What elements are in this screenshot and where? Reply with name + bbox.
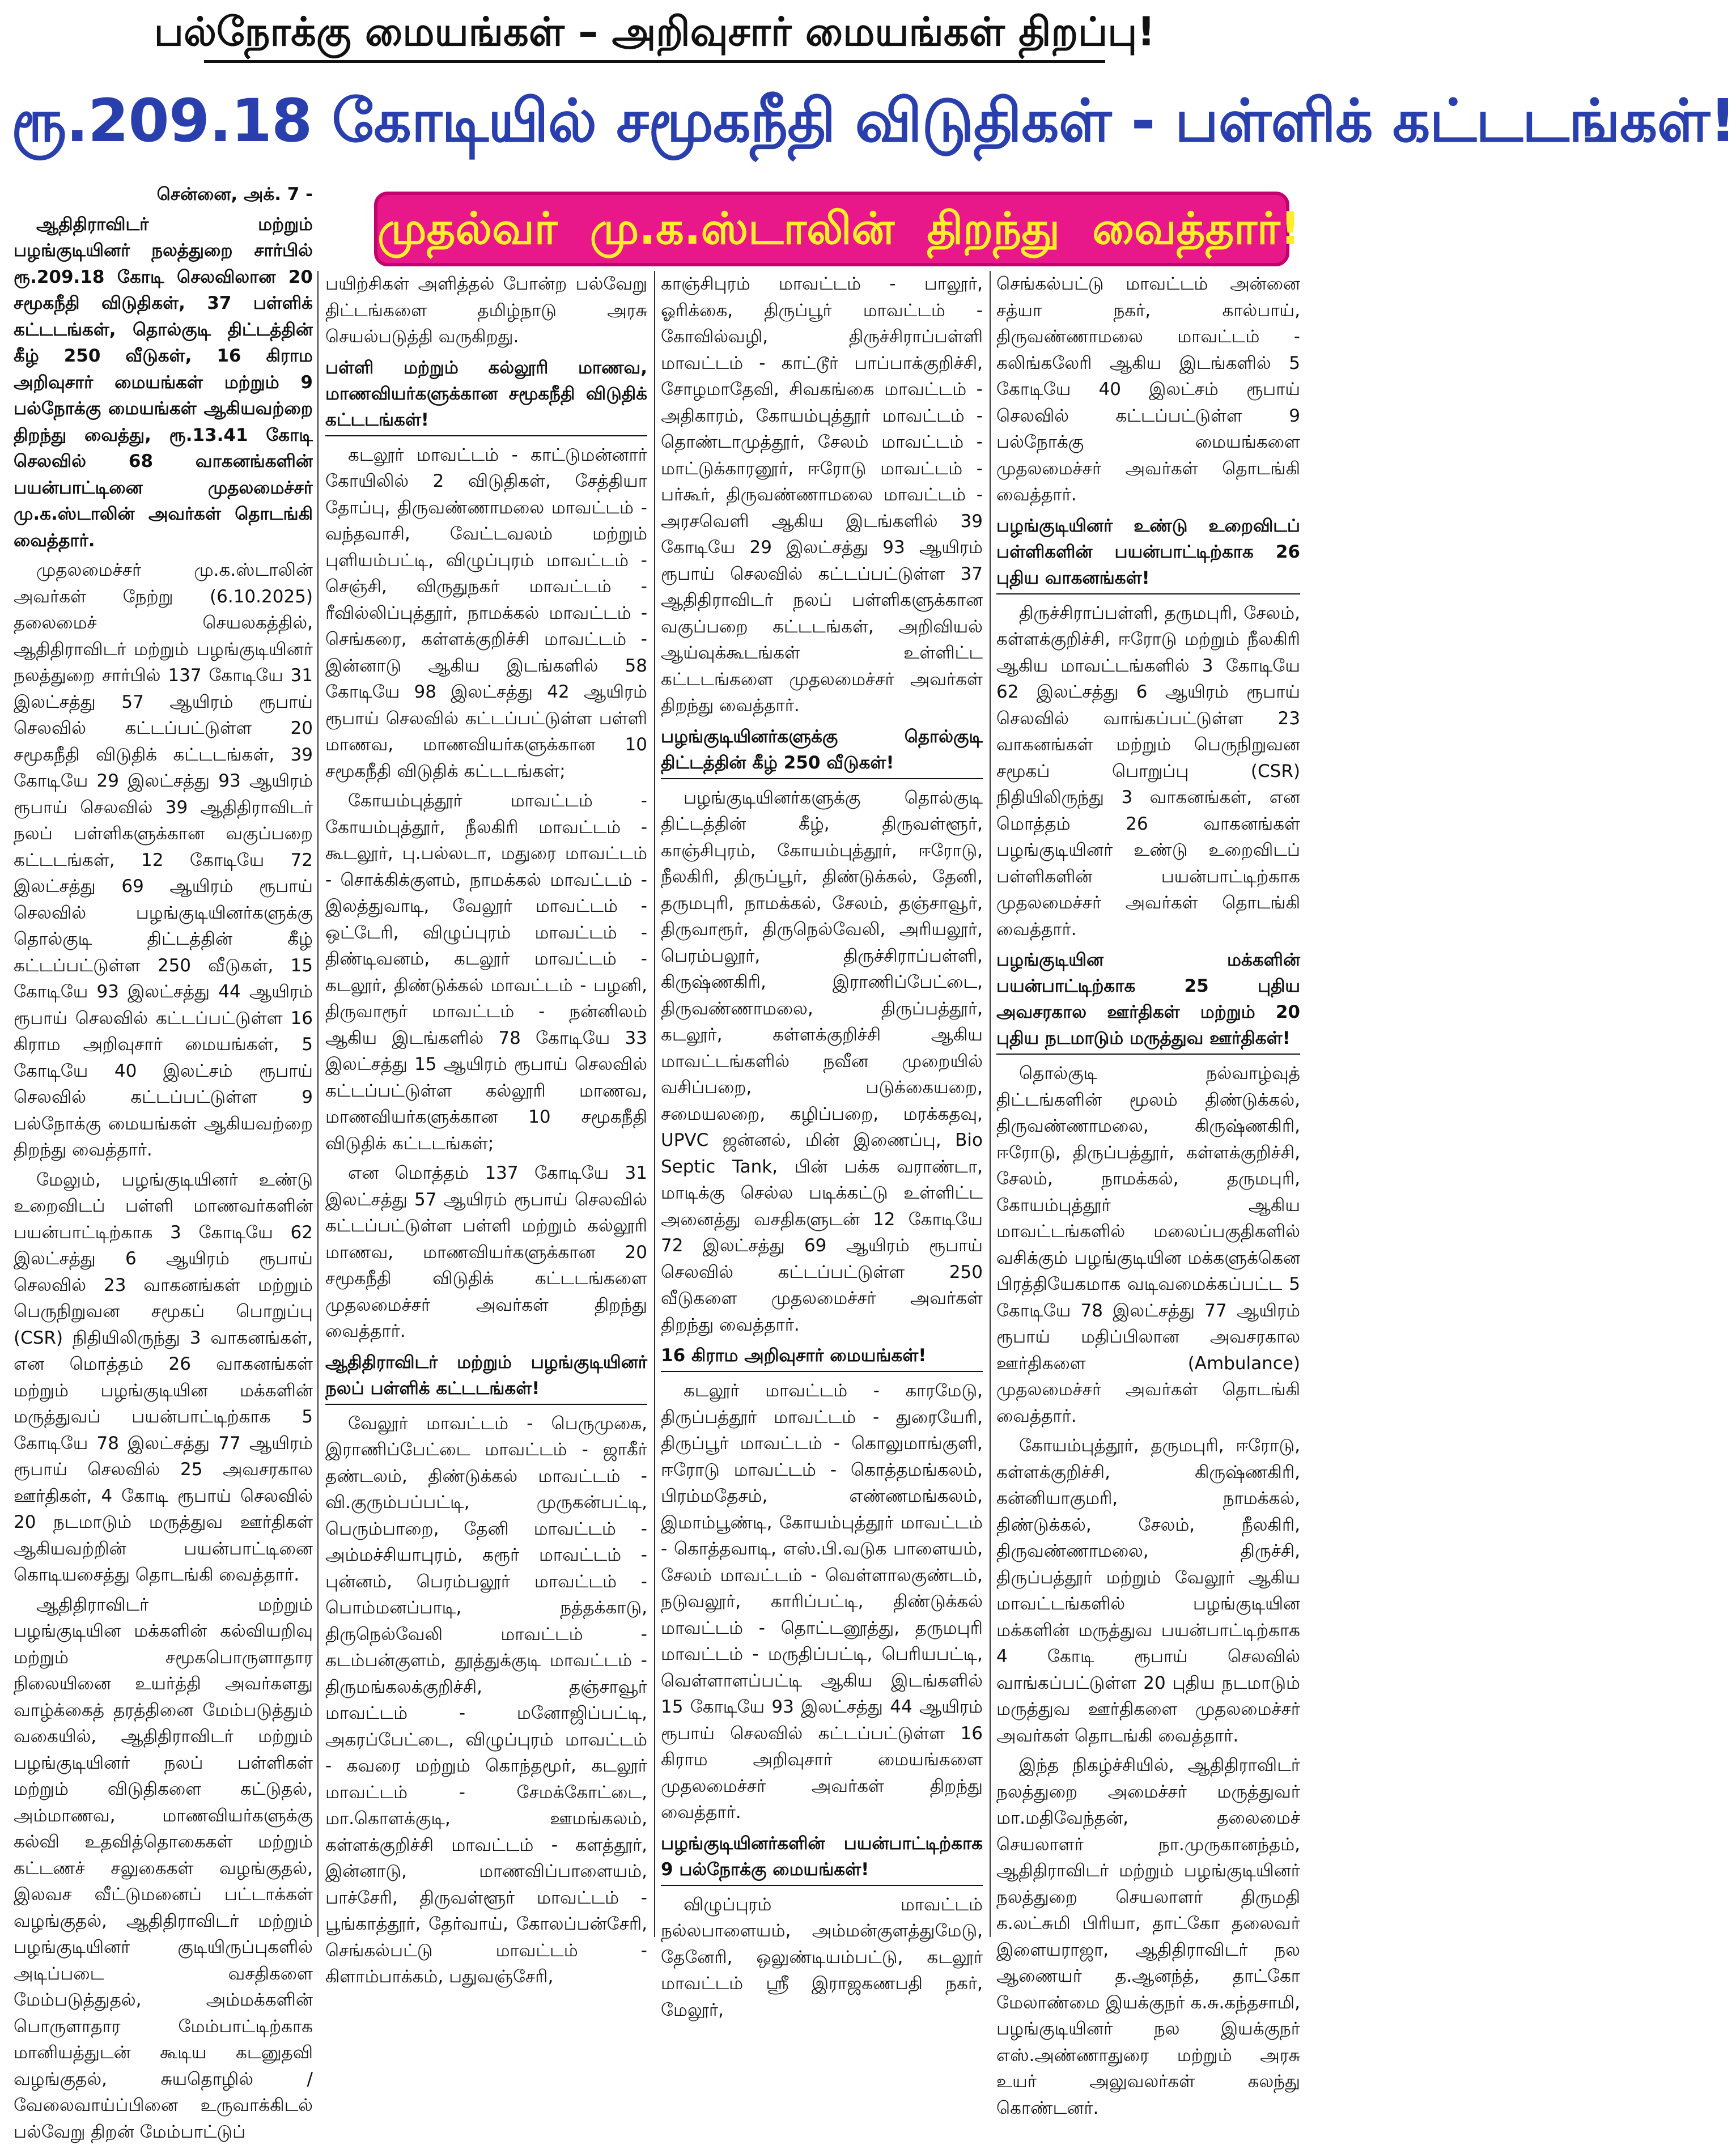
- paragraph: கோயம்புத்தூர் மாவட்டம் - கோயம்புத்தூர், நீலகிரி மாவட்டம் - கூடலூர், பு.பல்லடா, மதுரை மாவட்டம் - சொக்கிக்குளம், நாமக்கல் மாவட்டம் - இலத்துவாடி, வேலூர் மாவட்டம் - ஒட்டேரி, விழுப்புரம் மாவட்டம் - திண்டிவனம், கடலூர் மாவட்டம் - கடலூர், திண்டுக்கல் மாவட்டம் - பழனி, திருவாரூர் மாவட்டம் - நன்னிலம் ஆகிய இடங்களில் 78 கோடியே 33 இலட்சத்து 15 ஆயிரம் ரூபாய் செலவில் கட்டப்பட்டுள்ள கல்லூரி மாணவ, மாணவியர்களுக்கான 10 சமூகநீதி விடுதிக் கட்டடங்கள்;: [325, 788, 647, 1157]
- section-heading: பழங்குடியின மக்களின் பயன்பாட்டிற்காக 25 புதிய அவசரகால ஊர்திகள் மற்றும் 20 புதிய நடமாடும் மருத்துவ ஊர்திகள்!: [996, 947, 1300, 1055]
- paragraph: கோயம்புத்தூர், தருமபுரி, ஈரோடு, கள்ளக்குறிச்சி, கிருஷ்ணகிரி, கன்னியாகுமரி, நாமக்கல், திண்டுக்கல், சேலம், நீலகிரி, திருவண்ணாமலை, திருச்சி, திருப்பத்தூர் மற்றும் வேலூர் ஆகிய மாவட்டங்களில் பழங்குடியின மக்களின் மருத்துவ பயன்பாட்டிற்காக 4 கோடி ரூபாய் செலவில் வாங்கப்பட்டுள்ள 20 புதிய நடமாடும் மருத்துவ ஊர்திகளை முதலமைச்சர் அவர்கள் தொடங்கி வைத்தார்.: [996, 1433, 1300, 1749]
- kicker: பல்நோக்கு மையங்கள் – அறிவுசார் மையங்கள் திறப்பு!: [0, 0, 1309, 68]
- lead-paragraph: ஆதிதிராவிடர் மற்றும் பழங்குடியினர் நலத்துறை சார்பில் ரூ.209.18 கோடி செலவிலான 20 சமூகநீதி விடுதிகள், 37 பள்ளிக் கட்டடங்கள், தொல்குடி திட்டத்தின் கீழ் 250 வீடுகள், 16 கிராம அறிவுசார் மையங்கள் மற்றும் 9 பல்நோக்கு மையங்கள் ஆகியவற்றை திறந்து வைத்து, ரூ.13.41 கோடி செலவில் 68 வாகனங்களின் பயன்பாட்டினை முதலமைச்சர் மு.க.ஸ்டாலின் அவர்கள் தொடங்கி வைத்தார்.: [14, 211, 313, 554]
- column-divider: [990, 271, 991, 1937]
- section-heading: 16 கிராம அறிவுசார் மையங்கள்!: [661, 1343, 983, 1372]
- section-heading: பழங்குடியினர்களுக்கு தொல்குடி திட்டத்தின் கீழ் 250 வீடுகள்!: [661, 724, 983, 779]
- paragraph: இந்த நிகழ்ச்சியில், ஆதிதிராவிடர் நலத்துறை அமைச்சர் மருத்துவர் மா.மதிவேந்தன், தலைமைச் செயலாளர் நா.முருகானந்தம், ஆதிதிராவிடர் மற்றும் பழங்குடியினர் நலத்துறை செயலாளர் திருமதி க.லட்சுமி பிரியா, தாட்கோ தலைவர் இளையராஜா, ஆதிதிராவிடர் நல ஆணையர் த.ஆனந்த், தாட்கோ மேலாண்மை இயக்குநர் க.சு.கந்தசாமி, பழங்குடியினர் நல இயக்குநர் எஸ்.அண்ணாதுரை மற்றும் அரசு உயர் அலுவலர்கள் கலந்து கொண்டனர்.: [996, 1752, 1300, 2121]
- subhead-banner: முதல்வர் மு.க.ஸ்டாலின் திறந்து வைத்தார்!: [374, 192, 1289, 266]
- paragraph: பயிற்சிகள் அளித்தல் போன்ற பல்வேறு திட்டங்களை தமிழ்நாடு அரசு செயல்படுத்தி வருகிறது.: [325, 271, 647, 350]
- paragraph: தொல்குடி நல்வாழ்வுத் திட்டங்களின் மூலம் திண்டுக்கல், திருவண்ணாமலை, கிருஷ்ணகிரி, ஈரோடு, திருப்பத்தூர், கள்ளக்குறிச்சி, சேலம், நாமக்கல், தருமபுரி, கோயம்புத்தூர் ஆகிய மாவட்டங்களில் மலைப்பகுதிகளில் வசிக்கும் பழங்குடியின மக்களுக்கென பிரத்தியேகமாக வடிவமைக்கப்பட்ட 5 கோடியே 78 இலட்சத்து 77 ஆயிரம் ரூபாய் மதிப்பிலான அவசரகால ஊர்திகளை (Ambulance) முதலமைச்சர் அவர்கள் தொடங்கி வைத்தார்.: [996, 1060, 1300, 1429]
- section-heading: பள்ளி மற்றும் கல்லூரி மாணவ, மாணவியர்களுக்கான சமூகநீதி விடுதிக் கட்டடங்கள்!: [325, 355, 647, 436]
- paragraph: என மொத்தம் 137 கோடியே 31 இலட்சத்து 57 ஆயிரம் ரூபாய் செலவில் கட்டப்பட்டுள்ள பள்ளி மற்றும் கல்லூரி மாணவ, மாணவியர்களுக்கான 20 சமூகநீதி விடுதிக் கட்டடங்களை முதலமைச்சர் அவர்கள் திறந்து வைத்தார்.: [325, 1160, 647, 1345]
- paragraph: முதலமைச்சர் மு.க.ஸ்டாலின் அவர்கள் நேற்று (6.10.2025) தலைமைச் செயலகத்தில், ஆதிதிராவிடர் மற்றும் பழங்குடியினர் நலத்துறை சார்பில் 137 கோடியே 31 இலட்சத்து 57 ஆயிரம் ரூபாய் செலவில் கட்டப்பட்டுள்ள 20 சமூகநீதி விடுதிக் கட்டடங்கள், 39 கோடியே 29 இலட்சத்து 93 ஆயிரம் ரூபாய் செலவில் 39 ஆதிதிராவிடர் நலப் பள்ளிகளுக்கான வகுப்பறை கட்டடங்கள், 12 கோடியே 72 இலட்சத்து 69 ஆயிரம் ரூபாய் செலவில் பழங்குடியினர்களுக்கு தொல்குடி திட்டத்தின் கீழ் கட்டப்பட்டுள்ள 250 வீடுகள், 15 கோடியே 93 இலட்சத்து 44 ஆயிரம் ரூபாய் செலவில் கட்டப்பட்டுள்ள 16 கிராம அறிவுசார் மையங்கள், 5 கோடியே 40 இலட்சம் ரூபாய் செலவில் கட்டப்பட்டுள்ள 9 பல்நோக்கு மையங்கள் ஆகியவற்றை திறந்து வைத்தார்.: [14, 557, 313, 1163]
- paragraph: கடலூர் மாவட்டம் - காரமேடு, திருப்பத்தூர் மாவட்டம் - துரையேரி, திருப்பூர் மாவட்டம் - கொலுமாங்குளி, ஈரோடு மாவட்டம் - கொத்தமங்கலம், பிரம்மதேசம், எண்ணமங்கலம், இமாம்பூண்டி, கோயம்புத்தூர் மாவட்டம் - கொத்தவாடி, எஸ்.பி.வடுக பாளையம், சேலம் மாவட்டம் - வெள்ளாலகுண்டம், நடுவலூர், காரிப்பட்டி, திண்டுக்கல் மாவட்டம் - தொட்டனூத்து, தருமபுரி மாவட்டம் - மருதிப்பட்டி, பெரியபட்டி, வெள்ளாளப்பட்டி ஆகிய இடங்களில் 15 கோடியே 93 இலட்சத்து 44 ஆயிரம் ரூபாய் செலவில் கட்டப்பட்டுள்ள 16 கிராம அறிவுசார் மையங்களை முதலமைச்சர் அவர்கள் திறந்து வைத்தார்.: [661, 1378, 983, 1826]
- paragraph: செங்கல்பட்டு மாவட்டம் அன்னை சத்யா நகர், கால்பாய், திருவண்ணாமலை மாவட்டம் - கலிங்கலேரி ஆகிய இடங்களில் 5 கோடியே 40 இலட்சம் ரூபாய் செலவில் கட்டப்பட்டுள்ள 9 பல்நோக்கு மையங்களை முதலமைச்சர் அவர்கள் தொடங்கி வைத்தார்.: [996, 271, 1300, 508]
- column-4: [993, 271, 1304, 1938]
- headline: ரூ.209.18 கோடியில் சமூகநீதி விடுதிகள் - பள்ளிக் கட்டடங்கள்!: [11, 73, 1298, 169]
- paragraph: வேலூர் மாவட்டம் - பெருமுகை, இராணிப்பேட்டை மாவட்டம் - ஜாகீர் தண்டலம், திண்டுக்கல் மாவட்டம் - வி.குரும்பப்பட்டி, முருகன்பட்டி, பெரும்பாறை, தேனி மாவட்டம் - அம்மச்சியாபுரம், கரூர் மாவட்டம் - புன்னம், பெரம்பலூர் மாவட்டம் - பொம்மனப்பாடி, நத்தக்காடு, திருநெல்வேலி மாவட்டம் - கடம்பன்குளம், தூத்துக்குடி மாவட்டம் - திருமங்கலக்குறிச்சி, தஞ்சாவூர் மாவட்டம் - மனோஜிப்பட்டி, அகரப்பேட்டை, விழுப்புரம் மாவட்டம் - கவரை மற்றும் கொந்தமூர், கடலூர் மாவட்டம் - சேமக்கோட்டை, மா.கொளக்குடி, ஊமங்கலம், கள்ளக்குறிச்சி மாவட்டம் - களத்தூர், இன்னாடு, மாணவிப்பாளையம், பாச்சேரி, திருவள்ளூர் மாவட்டம் - பூங்காத்தூர், தேர்வாய், கோலப்பன்சேரி, செங்கல்பட்டு மாவட்டம் - கிளாம்பாக்கம், பதுவஞ்சேரி,: [325, 1411, 647, 1990]
- paragraph: மேலும், பழங்குடியினர் உண்டு உறைவிடப் பள்ளி மாணவர்களின் பயன்பாட்டிற்காக 3 கோடியே 62 இலட்சத்து 6 ஆயிரம் ரூபாய் செலவில் 23 வாகனங்கள் மற்றும் பெருநிறுவன சமூகப் பொறுப்பு (CSR) நிதியிலிருந்து 3 வாகனங்கள், என மொத்தம் 26 வாகனங்கள் மற்றும் பழங்குடியின மக்களின் மருத்துவப் பயன்பாட்டிற்காக 5 கோடியே 78 இலட்சத்து 77 ஆயிரம் ரூபாய் செலவில் 25 அவசரகால ஊர்திகள், 4 கோடி ரூபாய் செலவில் 20 நடமாடும் மருத்துவ ஊர்திகள் ஆகியவற்றின் பயன்பாட்டினை கொடியசைத்து தொடங்கி வைத்தார்.: [14, 1167, 313, 1588]
- paragraph: பழங்குடியினர்களுக்கு தொல்குடி திட்டத்தின் கீழ், திருவள்ளூர், காஞ்சிபுரம், கோயம்புத்தூர், ஈரோடு, நீலகிரி, திருப்பூர், திண்டுக்கல், தேனி, தருமபுரி, நாமக்கல், சேலம், தஞ்சாவூர், திருவாரூர், திருநெல்வேலி, அரியலூர், பெரம்பலூர், திருச்சிராப்பள்ளி, கிருஷ்ணகிரி, இராணிப்பேட்டை, திருவண்ணாமலை, திருப்பத்தூர், கடலூர், கள்ளக்குறிச்சி ஆகிய மாவட்டங்களில் நவீன முறையில் வசிப்பறை, படுக்கையறை, சமையலறை, கழிப்பறை, மரக்கதவு, UPVC ஜன்னல், மின் இணைப்பு, Bio Septic Tank, பின் பக்க வராண்டா, மாடிக்கு செல்ல படிக்கட்டு உள்ளிட்ட அனைத்து வசதிகளுடன் 12 கோடியே 72 இலட்சத்து 69 ஆயிரம் ரூபாய் செலவில் கட்டப்பட்டுள்ள 250 வீடுகளை முதலமைச்சர் அவர்கள் திறந்து வைத்தார்.: [661, 785, 983, 1339]
- paragraph: விழுப்புரம் மாவட்டம் நல்லபாளையம், அம்மன்குளத்துமேடு, தேனேரி, ஒலுண்டியம்பட்டு, கடலூர் மாவட்டம் ஸ்ரீ இராஜகணபதி நகர், மேலூர்,: [661, 1892, 983, 2024]
- column-divider: [654, 271, 655, 1937]
- column-3: [657, 271, 986, 1938]
- paragraph: திருச்சிராப்பள்ளி, தருமபுரி, சேலம், கள்ளக்குறிச்சி, ஈரோடு மற்றும் நீலகிரி ஆகிய மாவட்டங்களில் 3 கோடியே 62 இலட்சத்து 6 ஆயிரம் ரூபாய் செலவில் வாங்கப்பட்டுள்ள 23 வாகனங்கள் மற்றும் பெருநிறுவன சமூகப் பொறுப்பு (CSR) நிதியிலிருந்து 3 வாகனங்கள், என மொத்தம் 26 வாகனங்கள் பழங்குடியினர் உண்டு உறைவிடப் பள்ளிகளின் பயன்பாட்டிற்காக முதலமைச்சர் அவர்கள் தொடங்கி வைத்தார்.: [996, 600, 1300, 943]
- column-2: [322, 271, 651, 1938]
- paragraph: காஞ்சிபுரம் மாவட்டம் - பாலூர், ஓரிக்கை, திருப்பூர் மாவட்டம் - கோவில்வழி, திருச்சிராப்பள்ளி மாவட்டம் - காட்டூர் பாப்பாக்குறிச்சி, சோழமாதேவி, சிவகங்கை மாவட்டம் - அதிகாரம், கோயம்புத்தூர் மாவட்டம் - தொண்டாமுத்தூர், சேலம் மாவட்டம் - மாட்டுக்காரனூர், ஈரோடு மாவட்டம் - பர்கூர், திருவண்ணாமலை மாவட்டம் - அரசவெளி ஆகிய இடங்களில் 39 கோடியே 29 இலட்சத்து 93 ஆயிரம் ரூபாய் செலவில் கட்டப்பட்டுள்ள 37 ஆதிதிராவிடர் நலப் பள்ளிகளுக்கான வகுப்பறை கட்டடங்கள், அறிவியல் ஆய்வுக்கூடங்கள் உள்ளிட்ட கட்டடங்களை முதலமைச்சர் அவர்கள் திறந்து வைத்தார்.: [661, 271, 983, 719]
- kicker-underline: [204, 60, 1105, 63]
- dateline: சென்னை, அக். 7 -: [14, 181, 313, 208]
- section-heading: பழங்குடியினர்களின் பயன்பாட்டிற்காக 9 பல்நோக்கு மையங்கள்!: [661, 1830, 983, 1886]
- section-heading: ஆதிதிராவிடர் மற்றும் பழங்குடியினர் நலப் பள்ளிக் கட்டடங்கள்!: [325, 1349, 647, 1405]
- column-1: [10, 181, 316, 1938]
- section-heading: பழங்குடியினர் உண்டு உறைவிடப் பள்ளிகளின் பயன்பாட்டிற்காக 26 புதிய வாகனங்கள்!: [996, 513, 1300, 594]
- paragraph: கடலூர் மாவட்டம் - காட்டுமன்னார் கோயிலில் 2 விடுதிகள், சேத்தியா தோப்பு, திருவண்ணாமலை மாவட்டம் - வந்தவாசி, வேட்டவலம் மற்றும் புளியம்பட்டி, விழுப்புரம் மாவட்டம் - செஞ்சி, விருதுநகர் மாவட்டம் - ரீவில்லிப்புத்தூர், நாமக்கல் மாவட்டம் - செங்கரை, கள்ளக்குறிச்சி மாவட்டம் - இன்னாடு ஆகிய இடங்களில் 58 கோடியே 98 இலட்சத்து 42 ஆயிரம் ரூபாய் செலவில் கட்டப்பட்டுள்ள பள்ளி மாணவ, மாணவியர்களுக்கான 10 சமூகநீதி விடுதிக் கட்டடங்கள்;: [325, 442, 647, 785]
- column-divider: [317, 271, 319, 1937]
- paragraph: ஆதிதிராவிடர் மற்றும் பழங்குடியின மக்களின் கல்வியறிவு மற்றும் சமூகபொருளாதார நிலையினை உயர்த்தி அவர்களது வாழ்க்கைத் தரத்தினை மேம்படுத்தும் வகையில், ஆதிதிராவிடர் மற்றும் பழங்குடியினர் நலப் பள்ளிகள் மற்றும் விடுதிகளை கட்டுதல், அம்மாணவ, மாணவியர்களுக்கு கல்வி உதவித்தொகைகள் மற்றும் கட்டணச் சலுகைகள் வழங்குதல், இலவச வீட்டுமனைப் பட்டாக்கள் வழங்குதல், ஆதிதிராவிடர் மற்றும் பழங்குடியினர் குடியிருப்புகளில் அடிப்படை வசதிகளை மேம்படுத்துதல், அம்மக்களின் பொருளாதார மேம்பாட்டிற்காக மானியத்துடன் கூடிய கடனுதவி வழங்குதல், சுயதொழில் / வேலைவாய்ப்பினை உருவாக்கிடல் பல்வேறு திறன் மேம்பாட்டுப்: [14, 1592, 313, 2145]
